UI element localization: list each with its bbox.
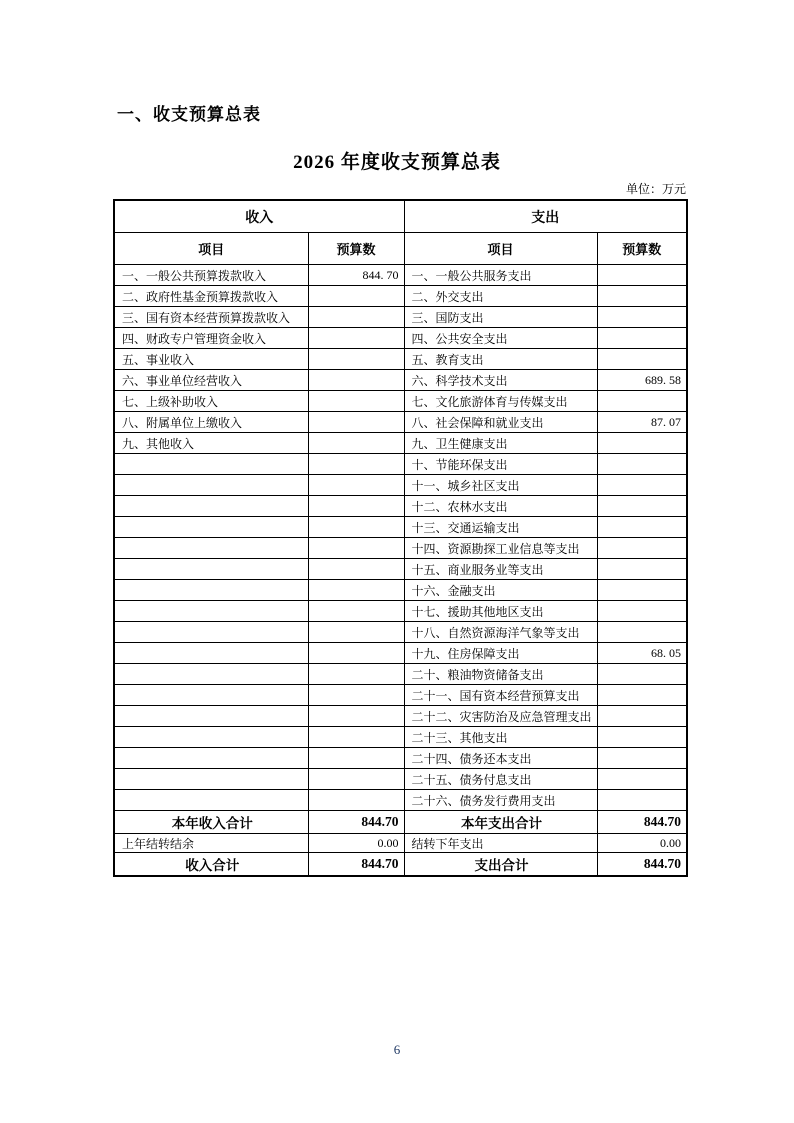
income-item-cell — [114, 748, 308, 769]
income-item-cell: 九、其他收入 — [114, 433, 308, 454]
income-value-cell — [308, 370, 404, 391]
table-row — [114, 790, 687, 811]
expense-value-cell — [597, 391, 687, 412]
income-item-cell: 上年结转结余 — [114, 834, 308, 853]
total-row — [114, 853, 687, 877]
expense-value-cell — [597, 769, 687, 790]
income-value-cell — [308, 538, 404, 559]
expense-value-cell — [597, 286, 687, 307]
table-row — [114, 370, 687, 391]
table-row — [114, 412, 687, 433]
expense-item-cell: 三、国防支出 — [404, 307, 597, 328]
expense-value-cell — [597, 664, 687, 685]
expense-item-cell: 九、卫生健康支出 — [404, 433, 597, 454]
income-value-cell — [308, 601, 404, 622]
table-row — [114, 706, 687, 727]
income-item-cell: 本年收入合计 — [114, 811, 308, 834]
budget-table-body — [114, 265, 687, 877]
expense-item-cell: 七、文化旅游体育与传媒支出 — [404, 391, 597, 412]
income-value-cell — [308, 706, 404, 727]
expense-value-cell — [597, 517, 687, 538]
income-value-cell — [308, 580, 404, 601]
income-value-cell — [308, 328, 404, 349]
section-heading: 一、收支预算总表 — [117, 105, 261, 124]
expense-item-cell: 支出合计 — [404, 853, 597, 877]
expense-item-cell: 五、教育支出 — [404, 349, 597, 370]
table-row — [114, 496, 687, 517]
income-item-cell — [114, 538, 308, 559]
expense-value-cell — [597, 727, 687, 748]
income-value-cell — [308, 790, 404, 811]
income-item-cell — [114, 664, 308, 685]
income-value-cell — [308, 496, 404, 517]
expense-value-cell — [597, 538, 687, 559]
table-row — [114, 580, 687, 601]
budget-summary-table — [113, 199, 688, 877]
expense-item-cell: 六、科学技术支出 — [404, 370, 597, 391]
income-value-cell — [308, 433, 404, 454]
expense-item-cell: 八、社会保障和就业支出 — [404, 412, 597, 433]
table-row — [114, 727, 687, 748]
table-row — [114, 664, 687, 685]
income-item-cell: 一、一般公共预算拨款收入 — [114, 265, 308, 286]
income-item-cell — [114, 706, 308, 727]
table-row — [114, 601, 687, 622]
income-item-cell — [114, 580, 308, 601]
expense-item-cell: 二十一、国有资本经营预算支出 — [404, 685, 597, 706]
expense-item-cell: 十三、交通运输支出 — [404, 517, 597, 538]
income-value-cell — [308, 685, 404, 706]
expense-value-cell — [597, 790, 687, 811]
expense-item-cell: 十一、城乡社区支出 — [404, 475, 597, 496]
expense-item-cell: 十九、住房保障支出 — [404, 643, 597, 664]
page-number: 6 — [393, 1042, 401, 1057]
table-row — [114, 685, 687, 706]
income-value-cell — [308, 727, 404, 748]
expense-value-cell — [597, 601, 687, 622]
income-item-column-header: 项目 — [114, 233, 308, 265]
expense-item-cell: 二十五、债务付息支出 — [404, 769, 597, 790]
expense-item-cell: 本年支出合计 — [404, 811, 597, 834]
column-header-row — [114, 233, 687, 265]
expense-value-cell: 844.70 — [597, 853, 687, 877]
income-value-cell: 844.70 — [308, 853, 404, 877]
expense-value-cell — [597, 496, 687, 517]
income-item-cell: 收入合计 — [114, 853, 308, 877]
table-row — [114, 286, 687, 307]
expense-value-cell — [597, 328, 687, 349]
expense-item-cell: 十四、资源勘探工业信息等支出 — [404, 538, 597, 559]
income-value-cell — [308, 391, 404, 412]
income-item-cell — [114, 622, 308, 643]
expense-value-cell: 87. 07 — [597, 412, 687, 433]
income-value-cell — [308, 286, 404, 307]
expense-item-cell: 十八、自然资源海洋气象等支出 — [404, 622, 597, 643]
expense-value-cell — [597, 475, 687, 496]
expense-group-header: 支出 — [404, 200, 687, 233]
expense-item-cell: 十二、农林水支出 — [404, 496, 597, 517]
table-row — [114, 328, 687, 349]
income-item-cell — [114, 727, 308, 748]
expense-value-cell — [597, 265, 687, 286]
income-value-cell — [308, 769, 404, 790]
expense-item-cell: 二、外交支出 — [404, 286, 597, 307]
expense-item-cell: 一、一般公共服务支出 — [404, 265, 597, 286]
income-value-cell: 844.70 — [308, 811, 404, 834]
table-row — [114, 622, 687, 643]
expense-item-cell: 二十三、其他支出 — [404, 727, 597, 748]
income-item-cell: 二、政府性基金预算拨款收入 — [114, 286, 308, 307]
table-title: 2026 年度收支预算总表 — [293, 152, 501, 173]
table-row — [114, 643, 687, 664]
expense-value-cell — [597, 307, 687, 328]
unit-label: 单位：万元 — [625, 182, 686, 196]
table-row — [114, 433, 687, 454]
table-row — [114, 559, 687, 580]
expense-value-cell — [597, 454, 687, 475]
income-value-cell — [308, 307, 404, 328]
table-row — [114, 748, 687, 769]
expense-item-cell: 十五、商业服务业等支出 — [404, 559, 597, 580]
table-row — [114, 769, 687, 790]
income-item-cell — [114, 601, 308, 622]
income-item-cell: 六、事业单位经营收入 — [114, 370, 308, 391]
expense-value-cell — [597, 559, 687, 580]
income-item-cell — [114, 496, 308, 517]
expense-item-cell: 十七、援助其他地区支出 — [404, 601, 597, 622]
income-value-cell — [308, 412, 404, 433]
expense-value-cell — [597, 580, 687, 601]
income-item-cell: 四、财政专户管理资金收入 — [114, 328, 308, 349]
total-row — [114, 811, 687, 834]
expense-value-cell — [597, 433, 687, 454]
income-value-cell — [308, 622, 404, 643]
carryover-row — [114, 834, 687, 853]
income-value-cell — [308, 664, 404, 685]
expense-item-cell: 十、节能环保支出 — [404, 454, 597, 475]
income-value-cell — [308, 349, 404, 370]
income-item-cell — [114, 769, 308, 790]
expense-item-cell: 二十二、灾害防治及应急管理支出 — [404, 706, 597, 727]
income-item-cell: 七、上级补助收入 — [114, 391, 308, 412]
income-value-cell: 0.00 — [308, 834, 404, 853]
income-item-cell — [114, 559, 308, 580]
income-value-cell — [308, 517, 404, 538]
group-header-row — [114, 200, 687, 233]
income-value-cell — [308, 643, 404, 664]
income-item-cell: 五、事业收入 — [114, 349, 308, 370]
expense-value-cell: 68. 05 — [597, 643, 687, 664]
table-row — [114, 349, 687, 370]
expense-value-cell — [597, 706, 687, 727]
expense-item-column-header: 项目 — [404, 233, 597, 265]
table-row — [114, 391, 687, 412]
expense-budget-column-header: 预算数 — [597, 233, 687, 265]
expense-value-cell: 844.70 — [597, 811, 687, 834]
income-value-cell — [308, 454, 404, 475]
table-row — [114, 265, 687, 286]
expense-item-cell: 二十六、债务发行费用支出 — [404, 790, 597, 811]
table-row — [114, 475, 687, 496]
expense-value-cell — [597, 748, 687, 769]
income-value-cell: 844. 70 — [308, 265, 404, 286]
income-value-cell — [308, 559, 404, 580]
income-value-cell — [308, 748, 404, 769]
income-item-cell — [114, 790, 308, 811]
income-item-cell — [114, 475, 308, 496]
income-item-cell: 三、国有资本经营预算拨款收入 — [114, 307, 308, 328]
table-row — [114, 517, 687, 538]
expense-item-cell: 二十、粮油物资储备支出 — [404, 664, 597, 685]
expense-value-cell — [597, 349, 687, 370]
income-item-cell — [114, 454, 308, 475]
income-group-header: 收入 — [114, 200, 404, 233]
expense-value-cell: 689. 58 — [597, 370, 687, 391]
table-row — [114, 307, 687, 328]
income-item-cell — [114, 685, 308, 706]
expense-value-cell: 0.00 — [597, 834, 687, 853]
expense-item-cell: 十六、金融支出 — [404, 580, 597, 601]
expense-item-cell: 四、公共安全支出 — [404, 328, 597, 349]
expense-value-cell — [597, 622, 687, 643]
income-value-cell — [308, 475, 404, 496]
income-item-cell — [114, 643, 308, 664]
expense-item-cell: 二十四、债务还本支出 — [404, 748, 597, 769]
income-budget-column-header: 预算数 — [308, 233, 404, 265]
income-item-cell — [114, 517, 308, 538]
table-row — [114, 538, 687, 559]
expense-item-cell: 结转下年支出 — [404, 834, 597, 853]
table-row — [114, 454, 687, 475]
expense-value-cell — [597, 685, 687, 706]
income-item-cell: 八、附属单位上缴收入 — [114, 412, 308, 433]
